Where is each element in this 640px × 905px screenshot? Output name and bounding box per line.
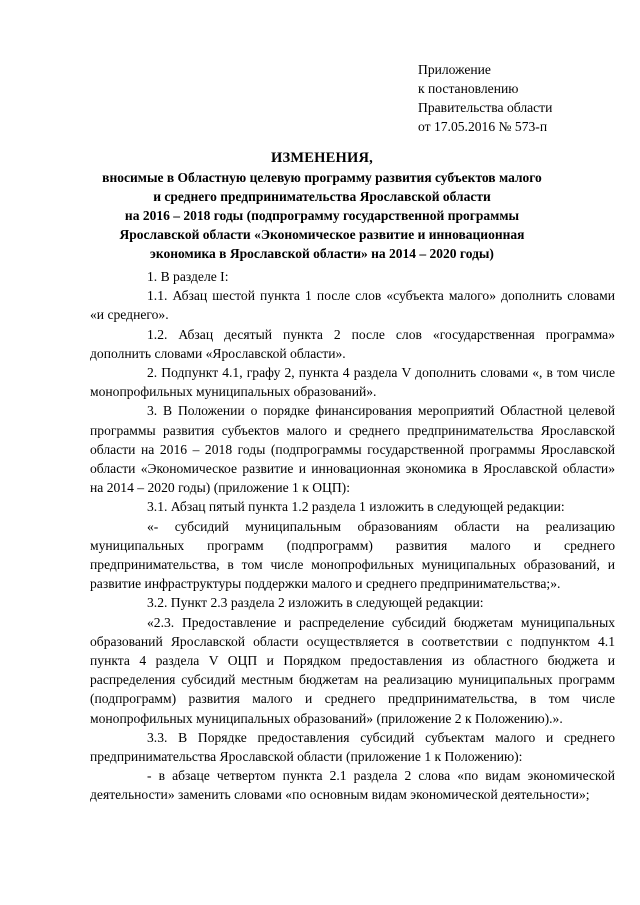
title-line: вносимые в Областную целевую программу развития субъектов малого [102,170,542,185]
paragraph: 3.1. Абзац пятый пункта 1.2 раздела 1 изложить в следующей редакции: [147,499,565,515]
appendix-line: Приложение [418,62,491,77]
paragraph: 3.3. В Порядке предоставления субсидий субъектам малого и среднего предпринимательства Ярославской области (приложение 1 к Положению): [90,729,615,765]
paragraph: «- субсидий муниципальным образованиям области на реализацию муниципальных программ (подпрограмм) развития малого и среднего предпринимательства, в том числе монопрофильных муниципальных образований, и развитие инфраструктуры поддержки малого и среднего предпринимательства;». [90,518,615,592]
document-title [90,149,554,263]
appendix-note [418,60,552,136]
paragraph: 1.2. Абзац десятый пункта 2 после слов «государственная программа» дополнить словами «Ярославской области». [90,326,615,361]
title-line: Ярославской области «Экономическое развитие и инновационная [119,227,525,242]
paragraph: 3.2. Пункт 2.3 раздела 2 изложить в следующей редакции: [147,595,484,611]
paragraph: 1. В разделе I: [147,269,229,284]
appendix-line: к постановлению [418,81,519,96]
paragraph: 1.1. Абзац шестой пункта 1 после слов «субъекта малого» дополнить словами «и среднего». [90,288,615,323]
appendix-line: Правительства области [418,100,553,115]
appendix-line: от 17.05.2016 № 573-п [418,119,548,134]
title-heading: ИЗМЕНЕНИЯ, [271,150,373,166]
title-line: экономика в Ярославской области» на 2014 – 2020 годы) [150,246,494,261]
paragraph: «2.3. Предоставление и распределение субсидий бюджетам муниципальных образований Ярославской области осуществляется в соответствии с подпунктом 4.1 пункта 4 раздела V ОЦП и Порядком предоставления из областного бюджета и распределения субсидий местным бюджетам на реализацию муниципальных программ (подпрограмм) развития малого и среднего предпринимательства, в том числе монопрофильных муниципальных образований» (приложение 2 к Положению).». [90,614,615,726]
document-body [90,267,615,805]
paragraph: 3. В Положении о порядке финансирования мероприятий Областной целевой программы развития субъектов малого и среднего предпринимательства Ярославской области на 2016 – 2018 годы (подпрограммы государственной программы Ярославской области «Экономическое развитие и инновационная экономика в Ярославской области» на 2014 – 2020 годы) (приложение 1 к ОЦП): [90,403,615,496]
paragraph: - в абзаце четвертом пункта 2.1 раздела 2 слова «по видам экономической деятельности» заменить словами «по основным видам экономической деятельности»; [90,768,615,803]
title-line: на 2016 – 2018 годы (подпрограмму государственной программы [124,208,520,223]
paragraph: 2. Подпункт 4.1, графу 2, пункта 4 раздела V дополнить словами «, в том числе монопрофильных муниципальных образований». [90,365,615,400]
title-line: и среднего предпринимательства Ярославской области [153,189,491,204]
